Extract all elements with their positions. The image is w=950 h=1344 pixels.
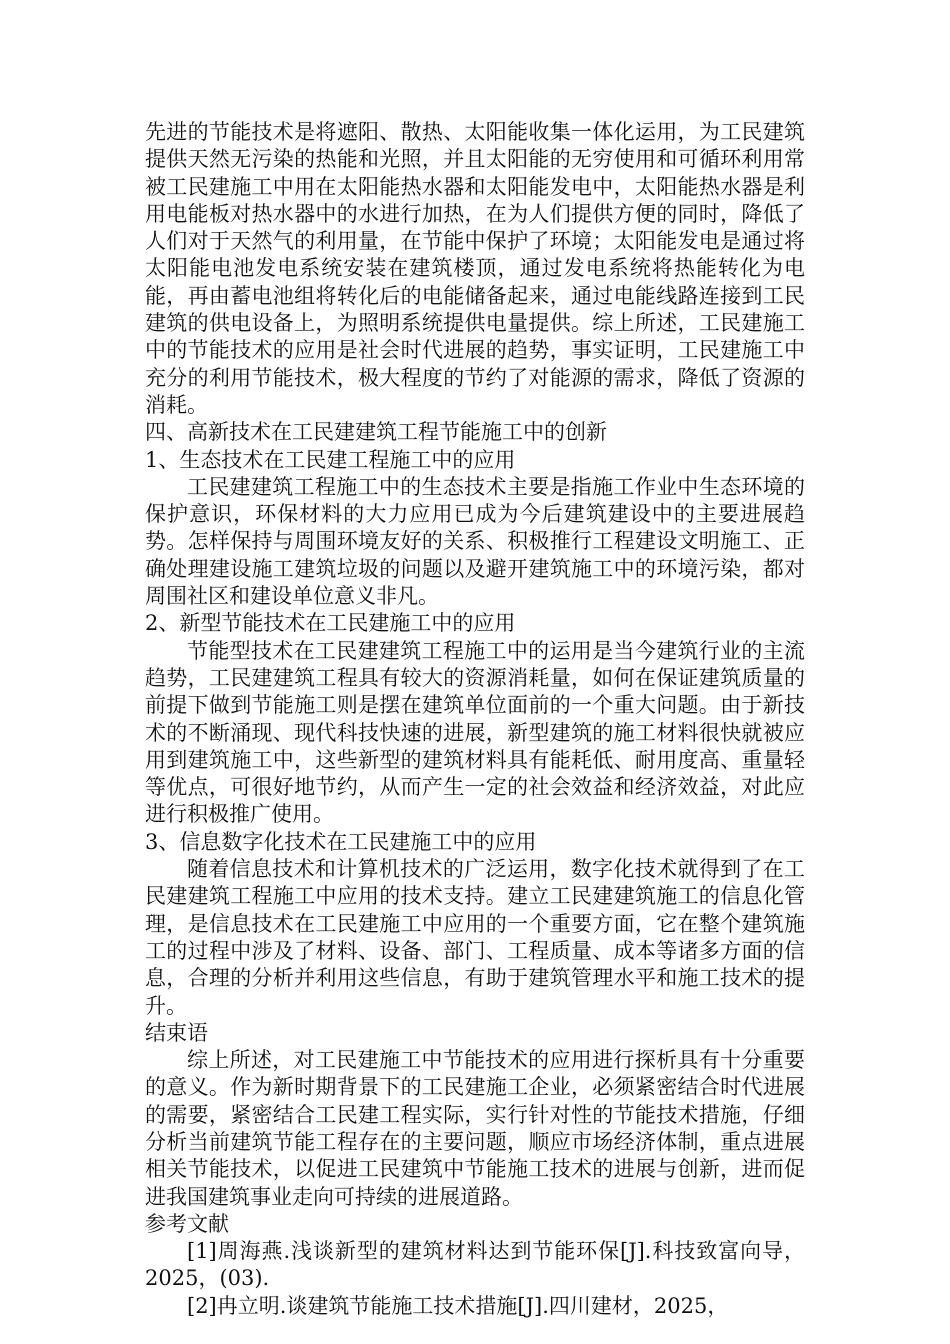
body-paragraph: 先进的节能技术是将遮阳、散热、太阳能收集一体化运用，为工民建筑提供天然无污染的热能和光照，并且太阳能的无穷使用和可循环利用常被工民建施工中用在太阳能热水器和太阳能发电中，太阳能热水器是利用电能板对热水器中的水进行加热，在为人们提供方便的同时，降低了人们对于天然气的利用量，在节能中保护了环境；太阳能发电是通过将太阳能电池发电系统安装在建筑楼顶，通过发电系统将热能转化为电能，再由蓄电池组将转化后的电能储备起来，通过电能线路连接到工民建筑的供电设备上，为照明系统提供电量提供。综上所述，工民建施工中的节能技术的应用是社会时代进展的趋势，事实证明，工民建施工中充分的利用节能技术，极大程度的节约了对能源的需求，降低了资源的消耗。 [145, 120, 805, 417]
conclusion-heading: 结束语 [145, 1020, 208, 1045]
subsection-heading: 1、生态技术在工民建工程施工中的应用 [145, 447, 516, 472]
references-heading: 参考文献 [145, 1211, 229, 1236]
subsection-heading: 3、信息数字化技术在工民建施工中的应用 [145, 829, 537, 854]
body-paragraph: 随着信息技术和计算机技术的广泛运用，数字化技术就得到了在工民建建筑工程施工中应用的技术支持。建立工民建建筑施工的信息化管理，是信息技术在工民建施工中应用的一个重要方面，它在整个建筑施工的过程中涉及了材料、设备、部门、工程质量、成本等诸多方面的信息，合理的分析并利用这些信息，有助于建筑管理水平和施工技术的提升。 [145, 857, 805, 1018]
document-body [145, 119, 805, 1320]
body-paragraph: 工民建建筑工程施工中的生态技术主要是指施工作业中生态环境的保护意识，环保材料的大力应用已成为今后建筑建设中的主要进展趋势。怎样保持与周围环境友好的关系、积极推行工程建设文明施工、正确处理建设施工建筑垃圾的问题以及避开建筑施工中的环境污染，都对周围社区和建设单位意义非凡。 [145, 474, 805, 609]
section-heading: 四、高新技术在工民建建筑工程节能施工中的创新 [145, 420, 607, 445]
reference-item: [2]冉立明.谈建筑节能施工技术措施[J].四川建材，2025， [187, 1293, 729, 1318]
body-paragraph: 节能型技术在工民建建筑工程施工中的运用是当今建筑行业的主流趋势，工民建建筑工程具有较大的资源消耗量，如何在保证建筑质量的前提下做到节能施工则是摆在建筑单位面前的一个重大问题。由于新技术的不断涌现、现代科技快速的进展，新型建筑的施工材料很快就被应用到建筑施工中，这些新型的建筑材料具有能耗低、耐用度高、重量轻等优点，可很好地节约，从而产生一定的社会效益和经济效益，对此应进行积极推广使用。 [145, 638, 805, 827]
body-paragraph: 综上所述，对工民建施工中节能技术的应用进行探析具有十分重要的意义。作为新时期背景下的工民建施工企业，必须紧密结合时代进展的需要，紧密结合工民建工程实际，实行针对性的节能技术措施，仔细分析当前建筑节能工程存在的主要问题，顺应市场经济体制，重点进展相关节能技术，以促进工民建筑中节能施工技术的进展与创新，进而促进我国建筑事业走向可持续的进展道路。 [145, 1048, 805, 1209]
subsection-heading: 2、新型节能技术在工民建施工中的应用 [145, 611, 516, 636]
reference-item: [1]周海燕.浅谈新型的建筑材料达到节能环保[J].科技致富向导，2025，(03). [145, 1239, 805, 1291]
